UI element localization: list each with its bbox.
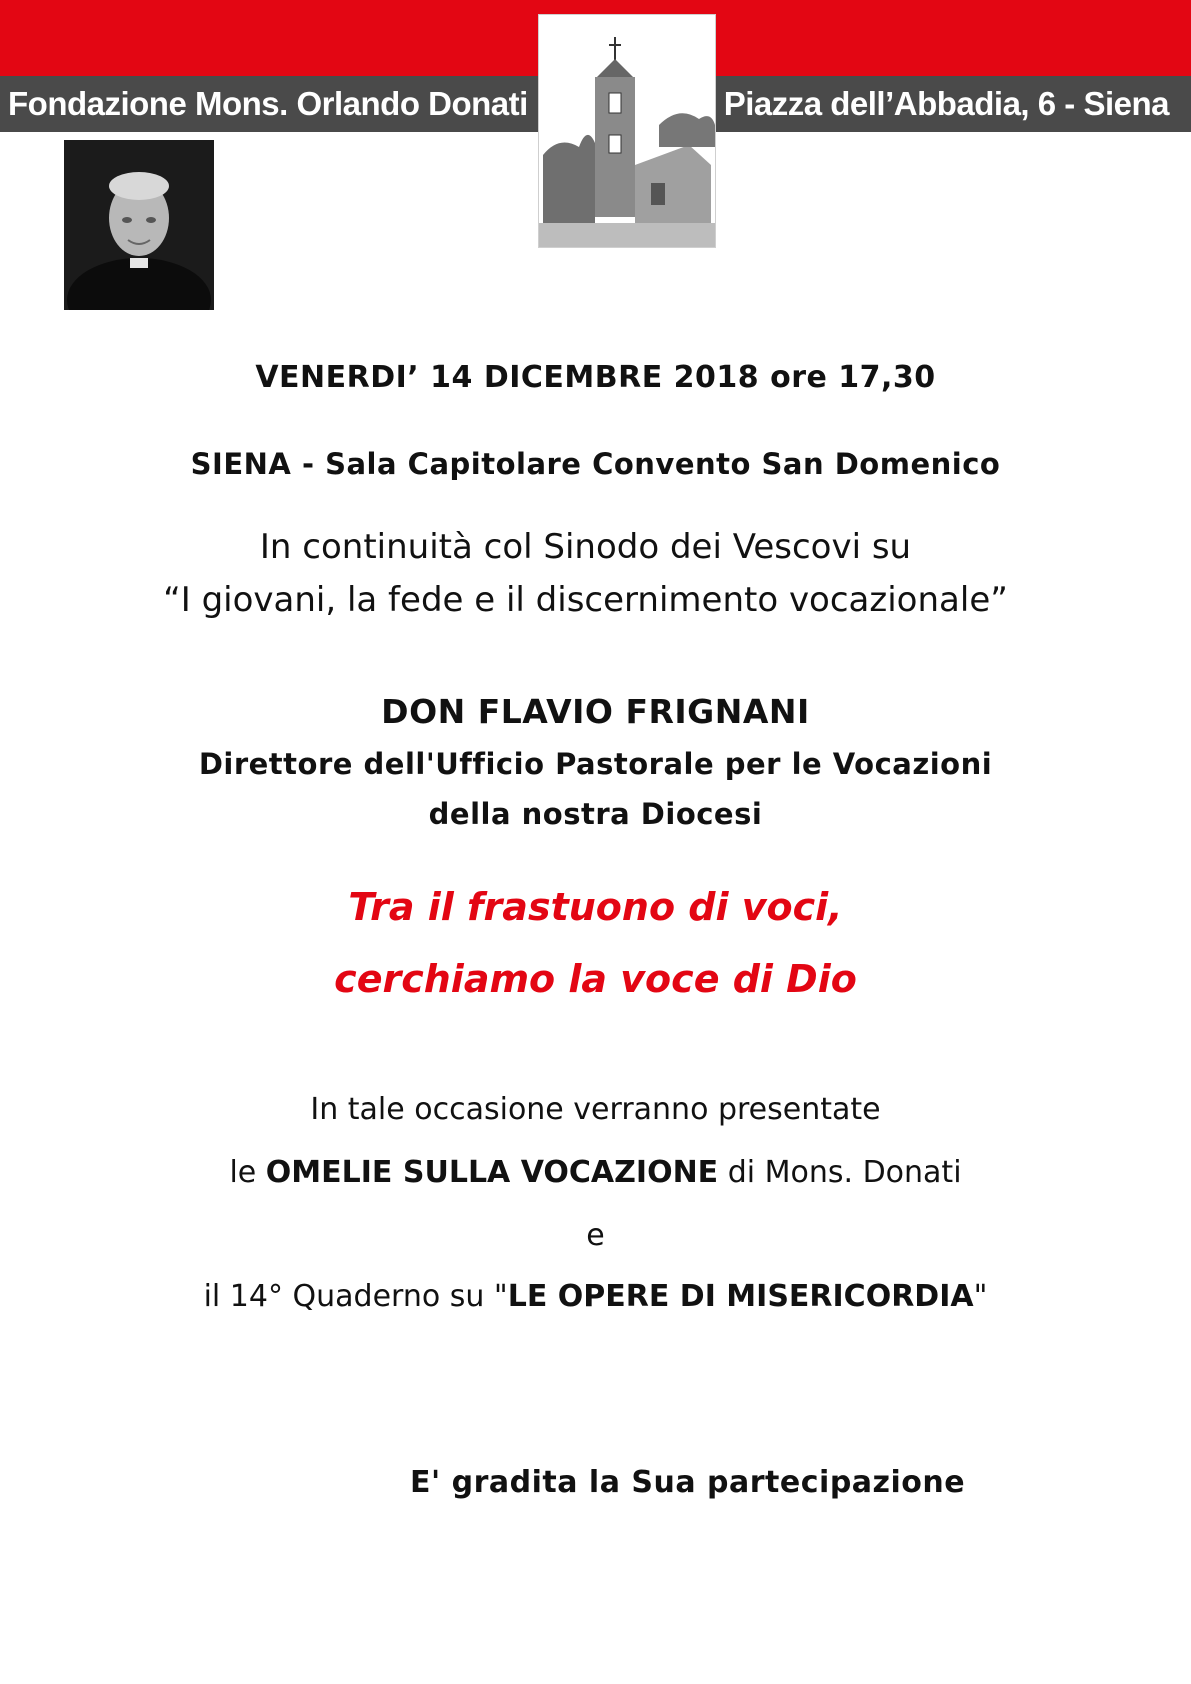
talk-title-line-1: Tra il frastuono di voci,	[348, 885, 843, 929]
presentation-line-3: e	[586, 1218, 605, 1253]
presentation-line-2-prefix: le	[229, 1155, 266, 1190]
closing-text: E' gradita la Sua partecipazione	[410, 1465, 966, 1500]
speaker-role-2: della nostra Diocesi	[428, 797, 763, 831]
context-line-2: “I giovani, la fede e il discernimento vocazionale”	[163, 580, 1008, 620]
bell-tower-icon	[539, 15, 715, 247]
foundation-name: Fondazione Mons. Orlando Donati	[8, 85, 528, 122]
talk-title-line-2: cerchiamo la voce di Dio	[334, 957, 857, 1001]
portrait-icon	[64, 140, 214, 310]
homilies-title: OMELIE SULLA VOCAZIONE	[265, 1155, 719, 1190]
speaker-role-1: Direttore dell'Ufficio Pastorale per le Vocazioni	[198, 747, 993, 781]
presentation-line-4-prefix: il 14° Quaderno su "	[203, 1279, 508, 1314]
presentation-line-4-suffix: "	[973, 1279, 988, 1314]
event-date: VENERDI’ 14 DICEMBRE 2018 ore 17,30	[255, 360, 936, 395]
presentation-line-2-suffix: di Mons. Donati	[718, 1155, 962, 1190]
presentation-line-1: In tale occasione verranno presentate	[310, 1092, 881, 1127]
notebook-title: LE OPERE DI MISERICORDIA	[507, 1279, 974, 1314]
portrait-photo	[64, 140, 214, 310]
presentation-line-4	[0, 1279, 1191, 1314]
church-drawing	[538, 14, 716, 248]
foundation-address: Piazza dell’Abbadia, 6 - Siena	[723, 85, 1169, 122]
event-venue: SIENA - Sala Capitolare Convento San Domenico	[190, 447, 1001, 481]
context-line-1: In continuità col Sinodo dei Vescovi su	[259, 527, 912, 567]
speaker-name: DON FLAVIO FRIGNANI	[381, 692, 810, 731]
presentation-line-2	[0, 1155, 1191, 1190]
